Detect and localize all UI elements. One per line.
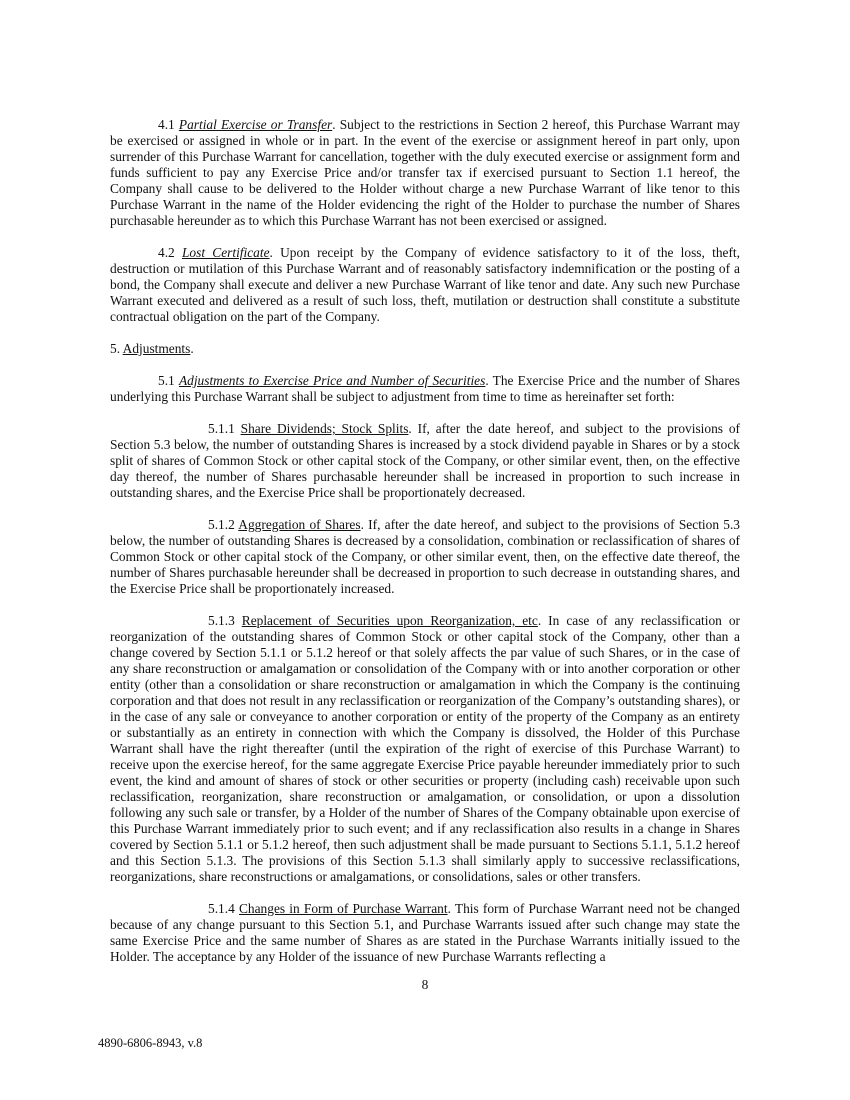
- section-text: . If, after the date hereof, and subject to the provisions of Section 5.3 below, the number of outstanding Shares is increased by a stock dividend payable in Shares or by a stock split of shares of Common Stock or other capital stock of the Company, or other similar event, then, on the effective day thereof, the number of Shares purchasable hereunder shall be increased in proportion to such increase in outstanding shares, and the Exercise Price shall be proportionately decreased.: [110, 421, 740, 500]
- section-heading: Aggregation of Shares: [238, 517, 361, 532]
- section-5: [110, 341, 740, 357]
- section-number: 5.1.2: [208, 517, 239, 532]
- section-number: 4.2: [158, 245, 182, 260]
- section-5-1-4: [110, 901, 740, 965]
- section-text: . Subject to the restrictions in Section 2 hereof, this Purchase Warrant may be exercised or assigned in whole or in part. In the event of the exercise or assignment hereof in part only, upon surrender of this Purchase Warrant for cancellation, together with the duly executed exercise or assignment form and funds sufficient to pay any Exercise Price and/or transfer tax if exercised pursuant to Section 1.1 hereof, the Company shall cause to be delivered to the Holder without charge a new Purchase Warrant of like tenor to this Purchase Warrant in the name of the Holder evidencing the right of the Holder to purchase the number of Shares purchasable hereunder as to which this Purchase Warrant has not been exercised or assigned.: [110, 117, 740, 228]
- section-number: 5.1.3: [208, 613, 242, 628]
- section-5-1-1: [110, 421, 740, 501]
- section-text: . Upon receipt by the Company of evidence satisfactory to it of the loss, theft, destruction or mutilation of this Purchase Warrant and of reasonably satisfactory indemnification or the posting of a bond, the Company shall execute and deliver a new Purchase Warrant of like tenor and date. Any such new Purchase Warrant executed and delivered as a result of such loss, theft, mutilation or destruction shall constitute a substitute contractual obligation on the part of the Company.: [110, 245, 740, 324]
- section-number: 5.1.1: [208, 421, 241, 436]
- section-heading: Lost Certificate: [181, 245, 270, 260]
- section-number: 5.1.4: [208, 901, 239, 916]
- section-heading: Adjustments to Exercise Price and Number of Securities: [178, 373, 486, 388]
- section-5-1-3: [110, 613, 740, 885]
- section-5-1: [110, 373, 740, 405]
- section-text: . If, after the date hereof, and subject to the provisions of Section 5.3 below, the number of outstanding Shares is decreased by a consolidation, combination or reclassification of shares of Common Stock or other capital stock of the Company, or other similar event, then, on the effective date thereof, the number of Shares purchasable hereunder shall be decreased in proportion to such decrease in outstanding shares, and the Exercise Price shall be proportionately increased.: [110, 517, 741, 596]
- section-number: 5.1: [158, 373, 179, 388]
- section-heading: Adjustments: [122, 341, 191, 356]
- section-text: .: [190, 341, 194, 356]
- document-body: [110, 117, 740, 981]
- page-number: 8: [421, 977, 429, 992]
- section-text: . In case of any reclassification or reorganization of the outstanding shares of Common Stock or other capital stock of the Company, other than a change covered by Section 5.1.1 or 5.1.2 hereof or that solely affects the par value of such Shares, or in the case of any share reconstruction or amalgamation or consolidation of the Company with or into another corporation or other entity (other than a consolidation or share reconstruction or amalgamation in which the Company is the continuing corporation and that does not result in any reclassification or reorganization of the Company’s outstanding shares), or in the case of any sale or conveyance to another corporation or entity of the property of the Company as an entirety or substantially as an entirety in connection with which the Company is dissolved, the Holder of this Purchase Warrant shall have the right thereafter (until the expiration of the right of exercise of this Purchase Warrant) to receive upon the exercise hereof, for the same aggregate Exercise Price payable hereunder immediately prior to such event, the kind and amount of shares of stock or other securities or property (including cash) receivable upon such reclassification, reorganization, share reconstruction or amalgamation, or consolidation, or upon a dissolution following any such sale or transfer, by a Holder of the number of Shares of the Company obtainable upon exercise of this Purchase Warrant immediately prior to such event; and if any reclassification also results in a change in Shares covered by Section 5.1.1 or 5.1.2 hereof, then such adjustment shall be made pursuant to Sections 5.1.1, 5.1.2 hereof and this Section 5.1.3. The provisions of this Section 5.1.3 shall similarly apply to successive reclassifications, reorganizations, share reconstructions or amalgamations, or consolidations, sales or other transfers.: [110, 613, 740, 884]
- section-heading: Replacement of Securities upon Reorganization, etc: [241, 613, 538, 628]
- section-number: 4.1: [158, 117, 179, 132]
- section-heading: Partial Exercise or Transfer: [178, 117, 333, 132]
- document-id: 4890-6806-8943, v.8: [98, 1036, 203, 1050]
- section-heading: Share Dividends; Stock Splits: [240, 421, 409, 436]
- section-text: . The Exercise Price and the number of Shares underlying this Purchase Warrant shall be subject to adjustment from time to time as hereinafter set forth:: [110, 373, 740, 404]
- section-number: 5.: [110, 341, 123, 356]
- section-heading: Changes in Form of Purchase Warrant: [238, 901, 448, 916]
- section-4-1: [110, 117, 740, 229]
- section-4-2: [110, 245, 740, 325]
- section-5-1-2: [110, 517, 740, 597]
- section-text: . This form of Purchase Warrant need not be changed because of any change pursuant to this Section 5.1, and Purchase Warrants issued after such change may state the same Exercise Price and the same number of Shares as are stated in the Purchase Warrants initially issued to the Holder. The acceptance by any Holder of the issuance of new Purchase Warrants reflecting a: [110, 901, 740, 964]
